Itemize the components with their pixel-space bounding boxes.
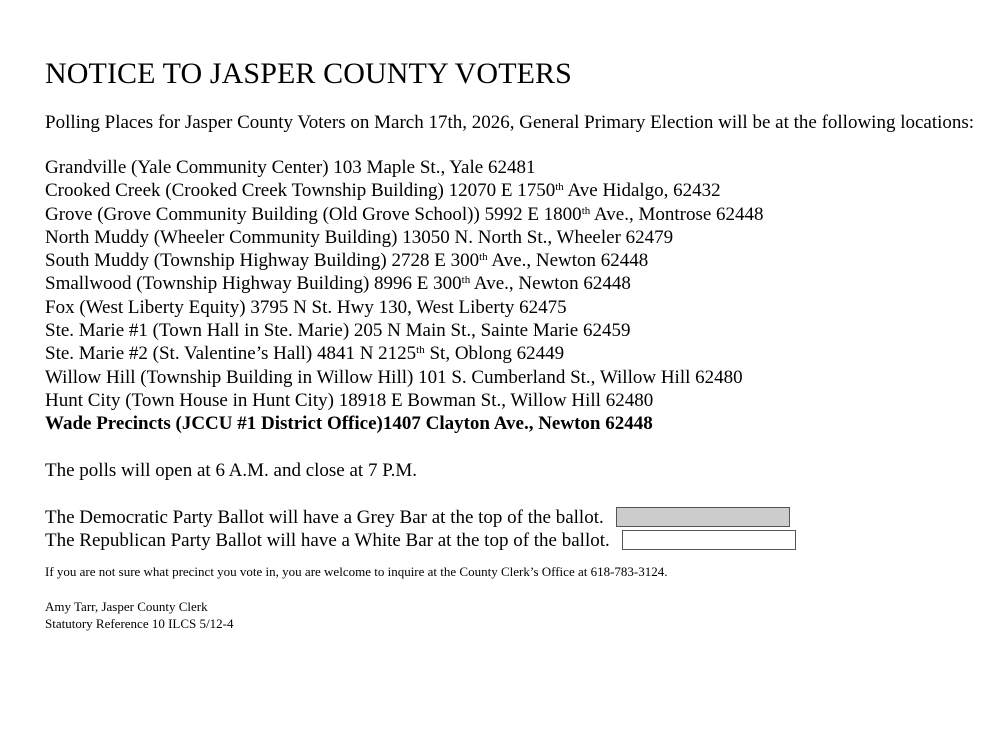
intro-paragraph: Polling Places for Jasper County Voters on March 17th, 2026, General Primary Election will be at the following locations: <box>45 112 975 133</box>
clerk-name: Amy Tarr, Jasper County Clerk <box>45 598 208 614</box>
location-line: Ste. Marie #1 (Town Hall in Ste. Marie) 205 N Main St., Sainte Marie 62459 <box>45 320 631 342</box>
republican-ballot-row <box>45 529 975 552</box>
location-line: Ste. Marie #2 (St. Valentine’s Hall) 4841 N 2125th St, Oblong 62449 <box>45 343 565 365</box>
democratic-ballot-text: The Democratic Party Ballot will have a Grey Bar at the top of the ballot. <box>45 506 604 528</box>
grey-bar-swatch <box>616 507 790 527</box>
republican-ballot-text: The Republican Party Ballot will have a White Bar at the top of the ballot. <box>45 529 610 551</box>
location-line: North Muddy (Wheeler Community Building) 13050 N. North St., Wheeler 62479 <box>45 226 674 248</box>
location-line: Grandville (Yale Community Center) 103 Maple St., Yale 62481 <box>45 157 536 178</box>
white-bar-swatch <box>622 530 796 550</box>
precinct-inquiry-note: If you are not sure what precinct you vote in, you are welcome to inquire at the County Clerk’s Office at 618-783-3124. <box>45 563 668 579</box>
notice-title: NOTICE TO JASPER COUNTY VOTERS <box>45 57 572 90</box>
location-line: Fox (West Liberty Equity) 3795 N St. Hwy 130, West Liberty 62475 <box>45 296 567 318</box>
polling-locations-list <box>45 156 975 436</box>
notice-document <box>45 56 975 632</box>
location-line: Hunt City (Town House in Hunt City) 18918 E Bowman St., Willow Hill 62480 <box>45 389 654 411</box>
location-line: Grove (Grove Community Building (Old Grove School)) 5992 E 1800th Ave., Montrose 62448 <box>45 203 764 225</box>
location-line: Willow Hill (Township Building in Willow Hill) 101 S. Cumberland St., Willow Hill 62480 <box>45 366 743 388</box>
ballot-colors <box>45 506 975 552</box>
location-line: Crooked Creek (Crooked Creek Township Building) 12070 E 1750th Ave Hidalgo, 62432 <box>45 180 721 202</box>
polls-hours: The polls will open at 6 A.M. and close at 7 P.M. <box>45 459 418 481</box>
signature-block <box>45 598 975 632</box>
location-line-wade: Wade Precincts (JCCU #1 District Office)1407 Clayton Ave., Newton 62448 <box>45 413 653 435</box>
location-line: Smallwood (Township Highway Building) 8996 E 300th Ave., Newton 62448 <box>45 273 631 295</box>
democratic-ballot-row <box>45 506 975 529</box>
location-line: South Muddy (Township Highway Building) 2728 E 300th Ave., Newton 62448 <box>45 250 649 272</box>
statutory-reference: Statutory Reference 10 ILCS 5/12-4 <box>45 615 234 631</box>
